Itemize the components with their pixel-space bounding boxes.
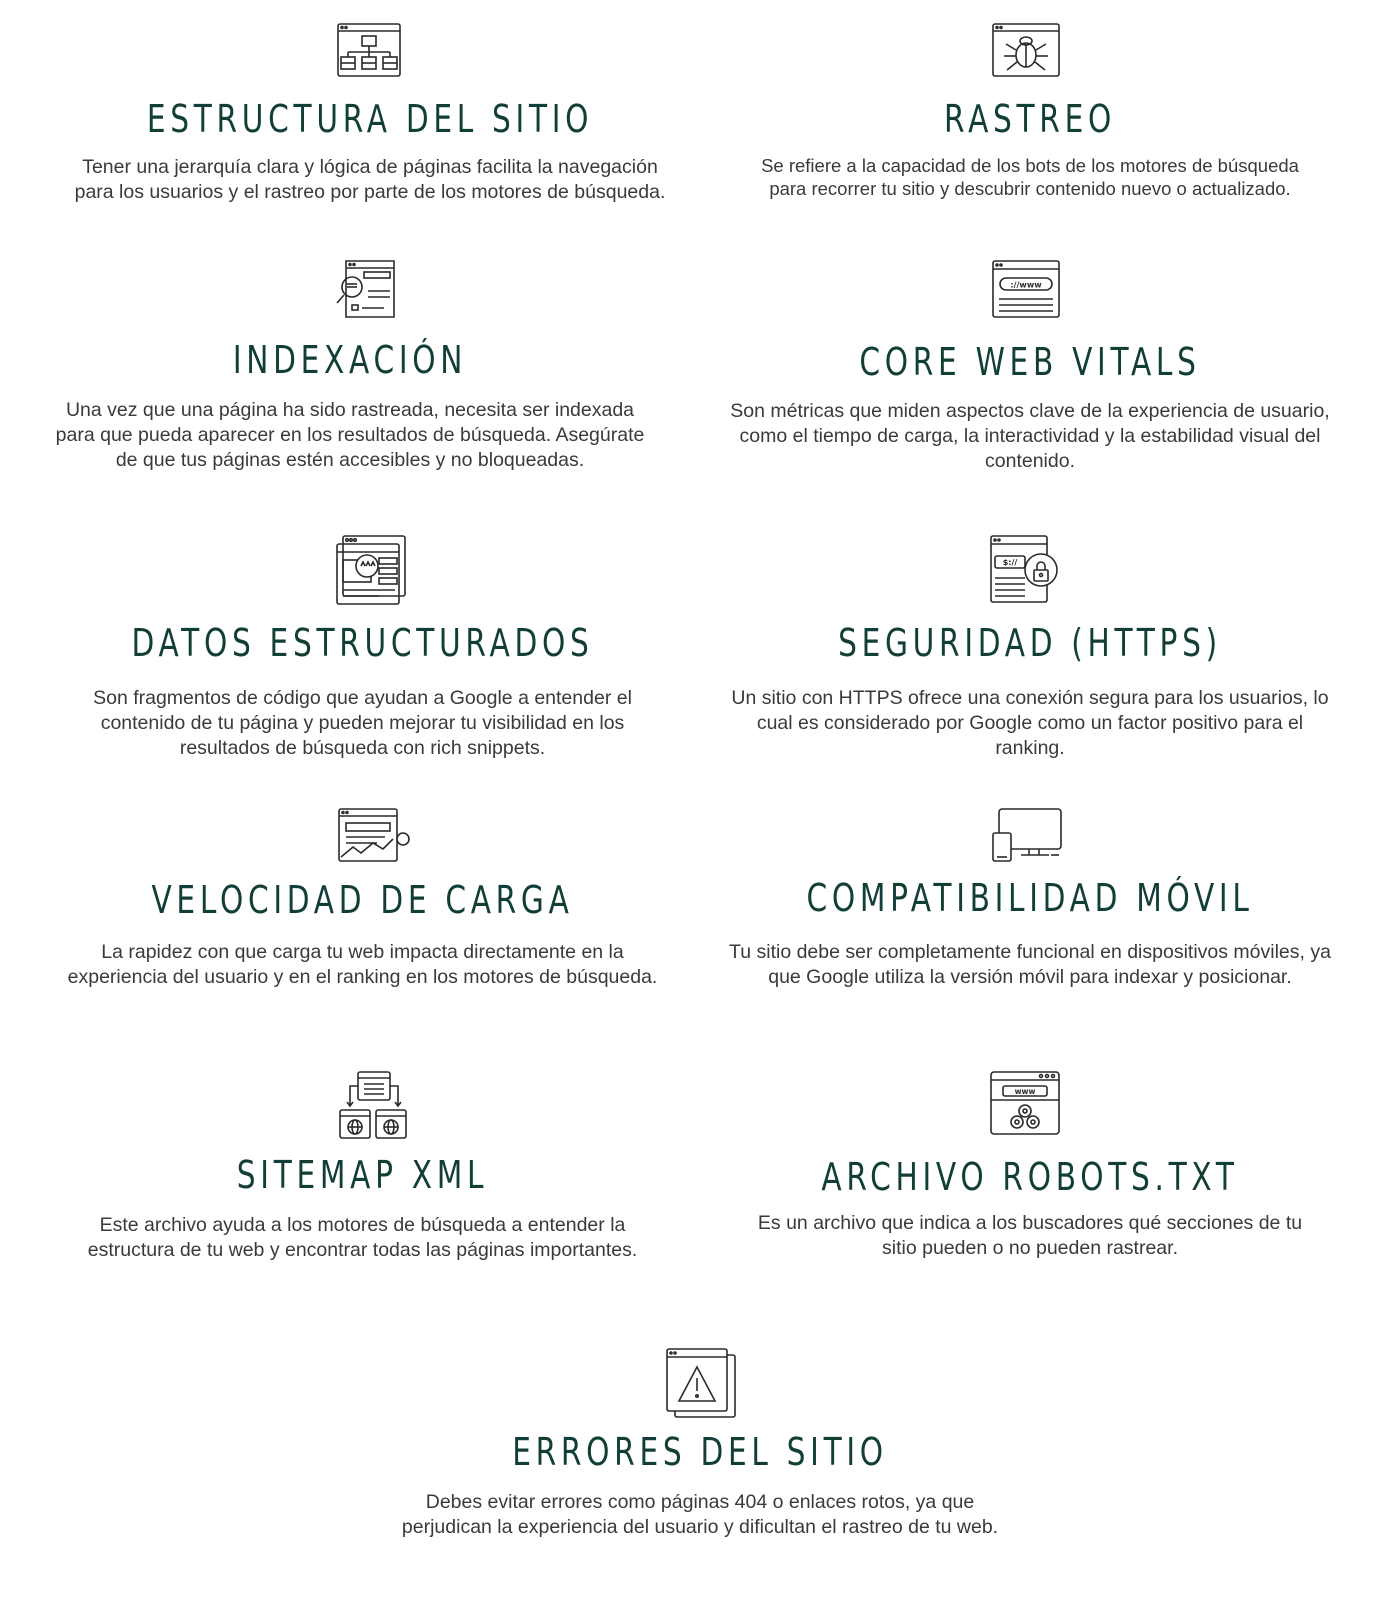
url-text: ://www	[1010, 280, 1042, 290]
feature-title: RASTREO	[943, 97, 1116, 141]
feature-errores	[380, 1345, 1020, 1565]
sitemap-xml-icon	[338, 1070, 410, 1142]
feature-description: Debes evitar errores como páginas 404 o enlaces rotos, ya que perjudican la experiencia del usuario y dificultan el rastreo de tu web.	[401, 1491, 999, 1538]
feature-title: ERRORES DEL SITIO	[512, 1430, 888, 1474]
browser-www-icon	[991, 259, 1061, 319]
feature-description: Este archivo ayuda a los motores de búsqueda a entender la estructura de tu web y encontrar todas las páginas importantes.	[87, 1214, 638, 1261]
devices-icon	[991, 807, 1063, 863]
feature-description: Se refiere a la capacidad de los bots de los motores de búsqueda para recorrer tu sitio y descubrir contenido nuevo o actualizado.	[761, 155, 1299, 199]
padlock-browser-icon	[989, 534, 1061, 604]
magnifier-document-icon	[334, 259, 398, 321]
feature-sitemap-xml	[50, 1068, 675, 1278]
feature-description: Son métricas que miden aspectos clave de la experiencia de usuario, como el tiempo de carga, la interactividad y la estabilidad visual del contenido.	[730, 400, 1330, 472]
warning-browser-icon	[665, 1347, 737, 1419]
feature-velocidad	[50, 805, 675, 1005]
feature-title: CORE WEB VITALS	[859, 340, 1201, 384]
feature-rastreo	[725, 20, 1335, 220]
feature-description: Un sitio con HTTPS ofrece una conexión segura para los usuarios, lo cual es considerado por Google como un factor positivo para el ranking.	[731, 687, 1329, 759]
speed-chart-icon	[337, 807, 411, 863]
feature-title: VELOCIDAD DE CARGA	[151, 878, 574, 922]
feature-title: DATOS ESTRUCTURADOS	[131, 621, 594, 665]
rich-snippet-browser-icon	[335, 534, 407, 606]
feature-title: ESTRUCTURA DEL SITIO	[146, 97, 594, 141]
feature-core-web-vitals	[725, 257, 1335, 487]
feature-description: La rapidez con que carga tu web impacta directamente en la experiencia del usuario y en el ranking en los motores de búsqueda.	[67, 941, 658, 988]
feature-datos-estructurados	[50, 532, 675, 772]
feature-movil	[725, 805, 1335, 1005]
sitemap-structure-icon	[336, 22, 402, 78]
feature-description: Son fragmentos de código que ayudan a Google a entender el contenido de tu página y pueden mejorar tu visibilidad en los resultados de búsqueda con rich snippets.	[93, 687, 632, 759]
feature-estructura	[50, 20, 690, 220]
feature-robots	[725, 1068, 1335, 1278]
feature-description: Tu sitio debe ser completamente funcional en dispositivos móviles, ya que Google utiliza la versión móvil para indexar y posicionar.	[729, 941, 1331, 988]
feature-description: Es un archivo que indica a los buscadores qué secciones de tu sitio pueden o no pueden rastrear.	[757, 1212, 1303, 1259]
feature-seguridad	[725, 532, 1335, 772]
www-text: www	[1014, 1087, 1036, 1096]
feature-title: SITEMAP XML	[236, 1153, 489, 1197]
robots-gears-icon	[989, 1070, 1061, 1136]
feature-title: ARCHIVO ROBOTS.TXT	[821, 1155, 1239, 1199]
feature-description: Una vez que una página ha sido rastreada, necesita ser indexada para que pueda aparecer en los resultados de búsqueda. Asegúrate de que tus páginas estén accesibles y no bloqueadas.	[55, 399, 645, 471]
feature-description: Tener una jerarquía clara y lógica de páginas facilita la navegación para los usuarios y el rastreo por parte de los motores de búsqueda.	[74, 156, 666, 203]
feature-title: INDEXACIÓN	[232, 338, 468, 382]
code-text: $://	[1002, 558, 1018, 567]
feature-indexacion	[50, 257, 650, 487]
bug-crawl-icon	[991, 22, 1061, 78]
feature-title: SEGURIDAD (HTTPS)	[838, 621, 1222, 665]
feature-title: COMPATIBILIDAD MÓVIL	[806, 876, 1254, 920]
